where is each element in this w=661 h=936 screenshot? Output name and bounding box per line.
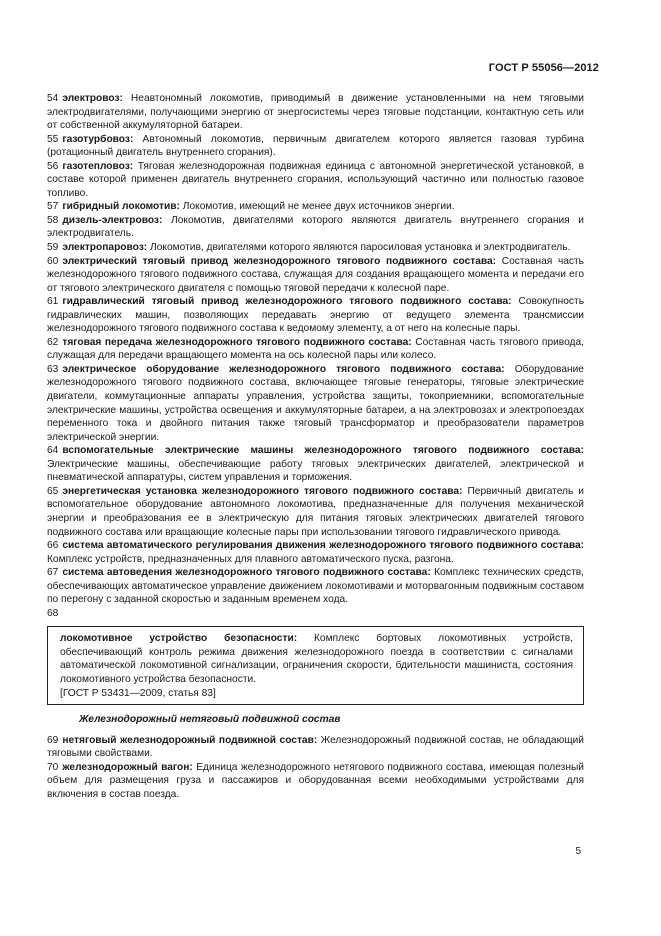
terms-list-a [47, 92, 584, 607]
entry-text: Локомотив, имеющий не менее двух источников энергии. [182, 201, 455, 213]
entry-term: система автоматического регулирования движения железнодорожного тягового подвижного состава: [62, 540, 584, 552]
entry-text: Первичный двигатель и вспомогательное оборудование автономного локомотива, предназначенные для получения механической энергии и преобразования ее в электрическую для питания тяговых электрических двигателей тягового подвижного состава или вращающие колесные пары при использовании тягового гидравлического привода. [47, 485, 584, 538]
term-entry [47, 485, 584, 539]
entry-number: 70 [47, 761, 59, 773]
entry-text: Автономный локомотив, первичным двигателем которого является газовая турбина (ротационный двигатель внутреннего сгорания). [47, 133, 584, 159]
entry-text: Составная часть железнодорожного тягового подвижного состава, служащая для создания вращающего момента и передачи его от тягового электрического двигателя с помощью тяговой передачи к колесной паре. [47, 255, 584, 294]
term-entry [47, 566, 584, 607]
term-entry [47, 363, 584, 444]
entry-term: энергетическая установка железнодорожного тягового подвижного состава: [62, 485, 463, 497]
entry-text: Единица железнодорожного нетягового подвижного состава, имеющая полезный объем для размещения груза и пассажиров и оборудованная всеми необходимыми устройствами для включения в состав поезда. [47, 761, 584, 800]
term-entry [47, 761, 584, 802]
term-entry [47, 255, 584, 296]
term-entry [47, 200, 584, 214]
document-body [47, 92, 584, 801]
entry-term: гибридный локомотив: [62, 201, 180, 213]
entry-text: Совокупность гидравлических машин, позволяющих передавать энергию от ведущего элемента трансмиссии железнодорожного тягового подвижного состава к ведомому элементу, а от него на колесные пары. [47, 296, 584, 335]
quoted-definition [60, 632, 573, 686]
term-entry [47, 734, 584, 761]
term-entry [47, 295, 584, 336]
entry-number: 60 [47, 255, 59, 267]
term-entry [47, 444, 584, 485]
entry-number: 64 [47, 445, 59, 457]
source-reference: [ГОСТ Р 53431—2009, статья 83] [60, 687, 216, 699]
entry-number: 63 [47, 363, 59, 375]
entry-number: 58 [47, 214, 59, 226]
entry-term: дизель-электровоз: [62, 214, 163, 226]
quoted-definition-box [47, 626, 584, 705]
term-entry [47, 241, 584, 255]
entry-number: 65 [47, 485, 59, 497]
page-number: 5 [575, 846, 581, 857]
entry-number: 67 [47, 567, 59, 579]
entry-term: электрический тяговый привод железнодорожного тягового подвижного состава: [62, 255, 497, 267]
entry-text: Составная часть тягового привода, служащая для передачи вращающего момента на ось колесной пары или колесо. [47, 336, 584, 362]
term-entry [47, 214, 584, 241]
entry-term: газотепловоз: [62, 160, 134, 172]
entry-text: Локомотив, двигателями которого являются двигатель внутреннего сгорания и электродвигатель. [47, 214, 584, 240]
entry-text: Оборудование железнодорожного тягового подвижного состава, включающее тяговые генераторы, тяговые электрические двигатели, коммутационные аппараты управления, устройства защиты, токоприемники, вспомогательные электрические машины, устройства освещения и аккумуляторные батареи, а на электровозах и электропоездах переменного тока и двойного питания также тяговый трансформатор и преобразователи параметров электрической энергии. [47, 363, 584, 443]
entry-number: 54 [47, 93, 59, 104]
entry-text: Неавтономный локомотив, приводимый в движение установленными на нем тяговыми электродвигателями, получающими энергию от энергосистемы через тяговые подстанции, контактную сеть или от собственной аккумуляторной батареи. [47, 93, 584, 132]
entry-term: нетяговый железнодорожный подвижной состав: [62, 734, 318, 746]
entry-text: Комплекс бортовых локомотивных устройств, обеспечивающий контроль режима движения железнодорожного поезда в соответствии с сигналами автоматической локомотивной сигнализации, ограничения скорости, бдительности машиниста, состояния локомотивного устройства безопасности. [60, 633, 573, 685]
standard-id: ГОСТ Р 55056—2012 [488, 62, 599, 74]
entry-number: 55 [47, 133, 59, 145]
entry-term: система автоведения железнодорожного тягового подвижного состава: [62, 567, 431, 579]
term-entry [47, 133, 584, 160]
term-entry [47, 92, 584, 133]
entry-number: 57 [47, 201, 59, 213]
entry-68-number: 68 [47, 607, 59, 619]
entry-number: 56 [47, 160, 59, 172]
term-entry [47, 539, 584, 566]
entry-term: газотурбовоз: [62, 133, 134, 145]
entry-text: Комплекс технических средств, обеспечивающих автоматическое управление движением локомотивами и моторвагонным подвижным составом по перегону с заданной скоростью и заданным временем хода. [47, 567, 584, 606]
entry-text: Железнодорожный подвижной состав, не обладающий тяговыми свойствами. [47, 734, 584, 760]
terms-list-b [47, 734, 584, 802]
entry-term: железнодорожный вагон: [62, 761, 193, 773]
entry-term: гидравлический тяговый привод железнодорожного тягового подвижного состава: [62, 296, 512, 308]
entry-text: Локомотив, двигателями которого являются паросиловая установка и электродвигатель. [150, 242, 571, 254]
entry-number: 61 [47, 296, 59, 308]
term-entry [47, 160, 584, 201]
term-entry [47, 336, 584, 363]
entry-term: электровоз: [62, 93, 123, 104]
entry-term: локомотивное устройство безопасности: [60, 633, 298, 645]
entry-number: 62 [47, 336, 59, 348]
entry-number: 59 [47, 242, 59, 254]
section-subheading: Железнодорожный нетяговый подвижной состав [79, 714, 341, 726]
entry-number: 66 [47, 540, 59, 552]
entry-text: Комплекс устройств, предназначенных для плавного автоматического пуска, разгона. [47, 553, 454, 565]
entry-term: вспомогательные электрические машины железнодорожного тягового подвижного состава: [62, 445, 584, 457]
entry-term: тяговая передача железнодорожного тягового подвижного состава: [62, 336, 412, 348]
entry-term: электропаровоз: [62, 242, 148, 254]
entry-number: 69 [47, 734, 59, 746]
entry-text: Тяговая железнодорожная подвижная единица с автономной энергетической установкой, в составе которой применен двигатель внутреннего сгорания, использующий частично или полностью газовое топливо. [47, 160, 584, 199]
entry-text: Электрические машины, обеспечивающие работу тяговых электрических двигателей, электрической и пневматической аппаратуры, систем управления и торможения. [47, 458, 584, 484]
entry-term: электрическое оборудование железнодорожного тягового подвижного состава: [62, 363, 505, 375]
